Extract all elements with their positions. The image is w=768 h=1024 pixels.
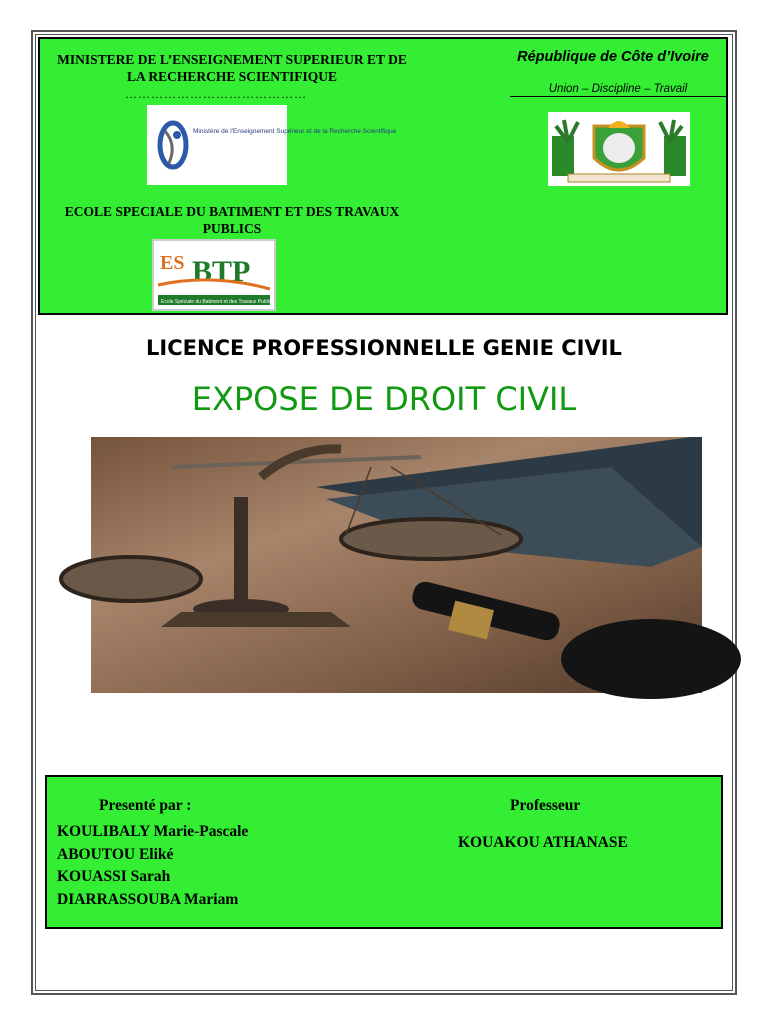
student-name: KOUASSI Sarah (57, 868, 171, 885)
dotted-separator: …………………………………… (125, 87, 307, 101)
professor-label: Professeur (510, 797, 581, 814)
esbtp-logo (152, 239, 276, 311)
student-name: ABOUTOU Eliké (57, 845, 174, 863)
student-name: KOULIBALY Marie-Pascale (57, 823, 249, 840)
scales-of-justice-icon (91, 437, 702, 693)
header-panel (38, 37, 728, 315)
esbtp-logo-mark: ES (160, 252, 185, 274)
student-list (57, 821, 248, 911)
school-title: ECOLE SPECIALE DU BATIMENT ET DES TRAVAUX PUBLICS (64, 204, 400, 236)
esbtp-logo-name: BTP (192, 255, 251, 288)
professor-name: KOUAKOU ATHANASE (458, 834, 628, 851)
document-title: EXPOSE DE DROIT CIVIL (191, 380, 577, 418)
ministry-emblem-icon (147, 105, 397, 185)
footer-panel (45, 775, 723, 929)
ministry-logo-text: Ministère de l'Enseignement Supérieur et de la Recherche Scientifique (193, 128, 397, 135)
presented-by-label: Presenté par : (99, 797, 192, 814)
ministry-title: MINISTERE DE L’ENSEIGNEMENT SUPERIEUR ET DE LA RECHERCHE SCIENTIFIQUE (57, 52, 407, 84)
coat-of-arms-icon (548, 112, 690, 186)
justice-scale-photo (91, 437, 702, 693)
republic-title: République de Côte d’Ivoire (517, 49, 709, 65)
student-name: DIARRASSOUBA Mariam (57, 890, 239, 908)
ministry-logo (147, 105, 397, 185)
degree-heading: LICENCE PROFESSIONNELLE GENIE CIVIL (146, 336, 622, 360)
coat-of-arms (548, 112, 690, 186)
esbtp-logo-subtitle: Ecole Spéciale du Batiment et des Travaux Publics (161, 299, 274, 305)
national-motto: Union – Discipline – Travail (510, 83, 726, 97)
